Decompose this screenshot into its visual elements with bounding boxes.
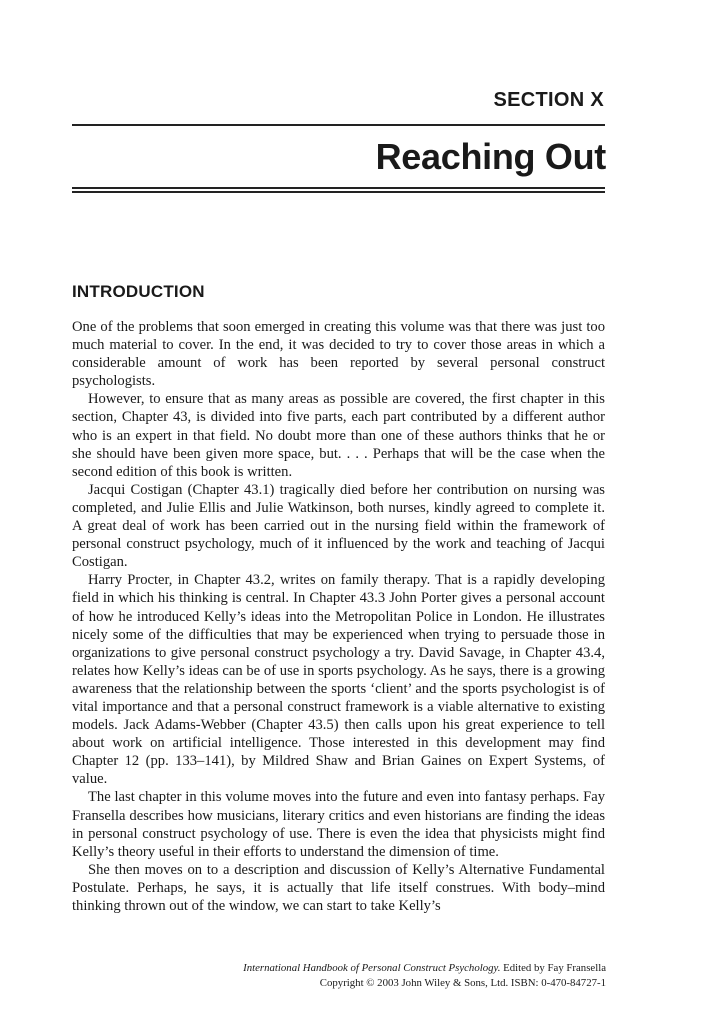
edited-by: Edited by Fay Fransella	[503, 962, 606, 974]
section-label: SECTION X	[493, 89, 604, 111]
paragraph: Jacqui Costigan (Chapter 43.1) tragically died before her contribution on nursing was completed, and Julie Ellis and Julie Watkinson, both nurses, kindly agreed to complete it. A great deal of work has been carried out in the nursing field within the framework of personal construct psychology, much of it influenced by the work and teaching of Jacqui Costigan.	[72, 481, 605, 571]
paragraph: However, to ensure that as many areas as possible are covered, the first chapter in this section, Chapter 43, is divided into five parts, each part contributed by a different author who is an expert in that field. No doubt more than one of these authors thinks that he or she should have been given more space, but. . . . Perhaps that will be the case when the second edition of this book is written.	[72, 391, 605, 480]
paragraph: One of the problems that soon emerged in creating this volume was that there was just too much material to cover. In the end, it was decided to try to cover those areas in which a considerable amount of work has been reported by several personal construct psychologists.	[72, 319, 605, 390]
footer	[243, 961, 606, 991]
chapter-title: Reaching Out	[375, 136, 606, 177]
paragraph: She then moves on to a description and discussion of Kelly’s Alternative Fundamental Postulate. Perhaps, he says, it is actually that life itself construes. With body–mind thinking thrown out of the window, we can start to take Kelly’s	[72, 861, 605, 914]
paragraph: The last chapter in this volume moves into the future and even into fantasy perhaps. Fay Fransella describes how musicians, literary critics and even historians are finding the ideas in personal construct psychology of use. There is even the idea that physicists might find Kelly’s theory useful in their efforts to understand the dimension of time.	[72, 789, 605, 860]
double-rule	[72, 187, 605, 193]
book-title: International Handbook of Personal Construct Psychology.	[243, 962, 501, 974]
footer-copyright: Copyright © 2003 John Wiley & Sons, Ltd. ISBN: 0-470-84727-1	[319, 977, 606, 989]
paragraph: Harry Procter, in Chapter 43.2, writes on family therapy. That is a rapidly developing field in which his thinking is central. In Chapter 43.3 John Porter gives a personal account of how he introduced Kelly’s ideas into the Metropolitan Police in London. He illustrates nicely some of the difficulties that may be experienced when trying to persuade those in organizations to give personal construct psychology a try. David Savage, in Chapter 43.4, relates how Kelly’s ideas can be of use in sports psychology. As he says, there is a growing awareness that the relationship between the sports ‘client’ and the sports psychologist is of vital importance and that a personal construct framework is a viable alternative to existing models. Jack Adams-Webber (Chapter 43.5) then calls upon his great experience to tell about work on artificial intelligence. Those interested in this development may find Chapter 12 (pp. 133–141), by Mildred Shaw and Brian Gaines on Expert Systems, of value.	[72, 572, 605, 788]
top-rule	[72, 124, 605, 126]
intro-heading: INTRODUCTION	[72, 282, 205, 301]
body-text	[72, 318, 605, 915]
footer-line-1	[243, 961, 606, 976]
